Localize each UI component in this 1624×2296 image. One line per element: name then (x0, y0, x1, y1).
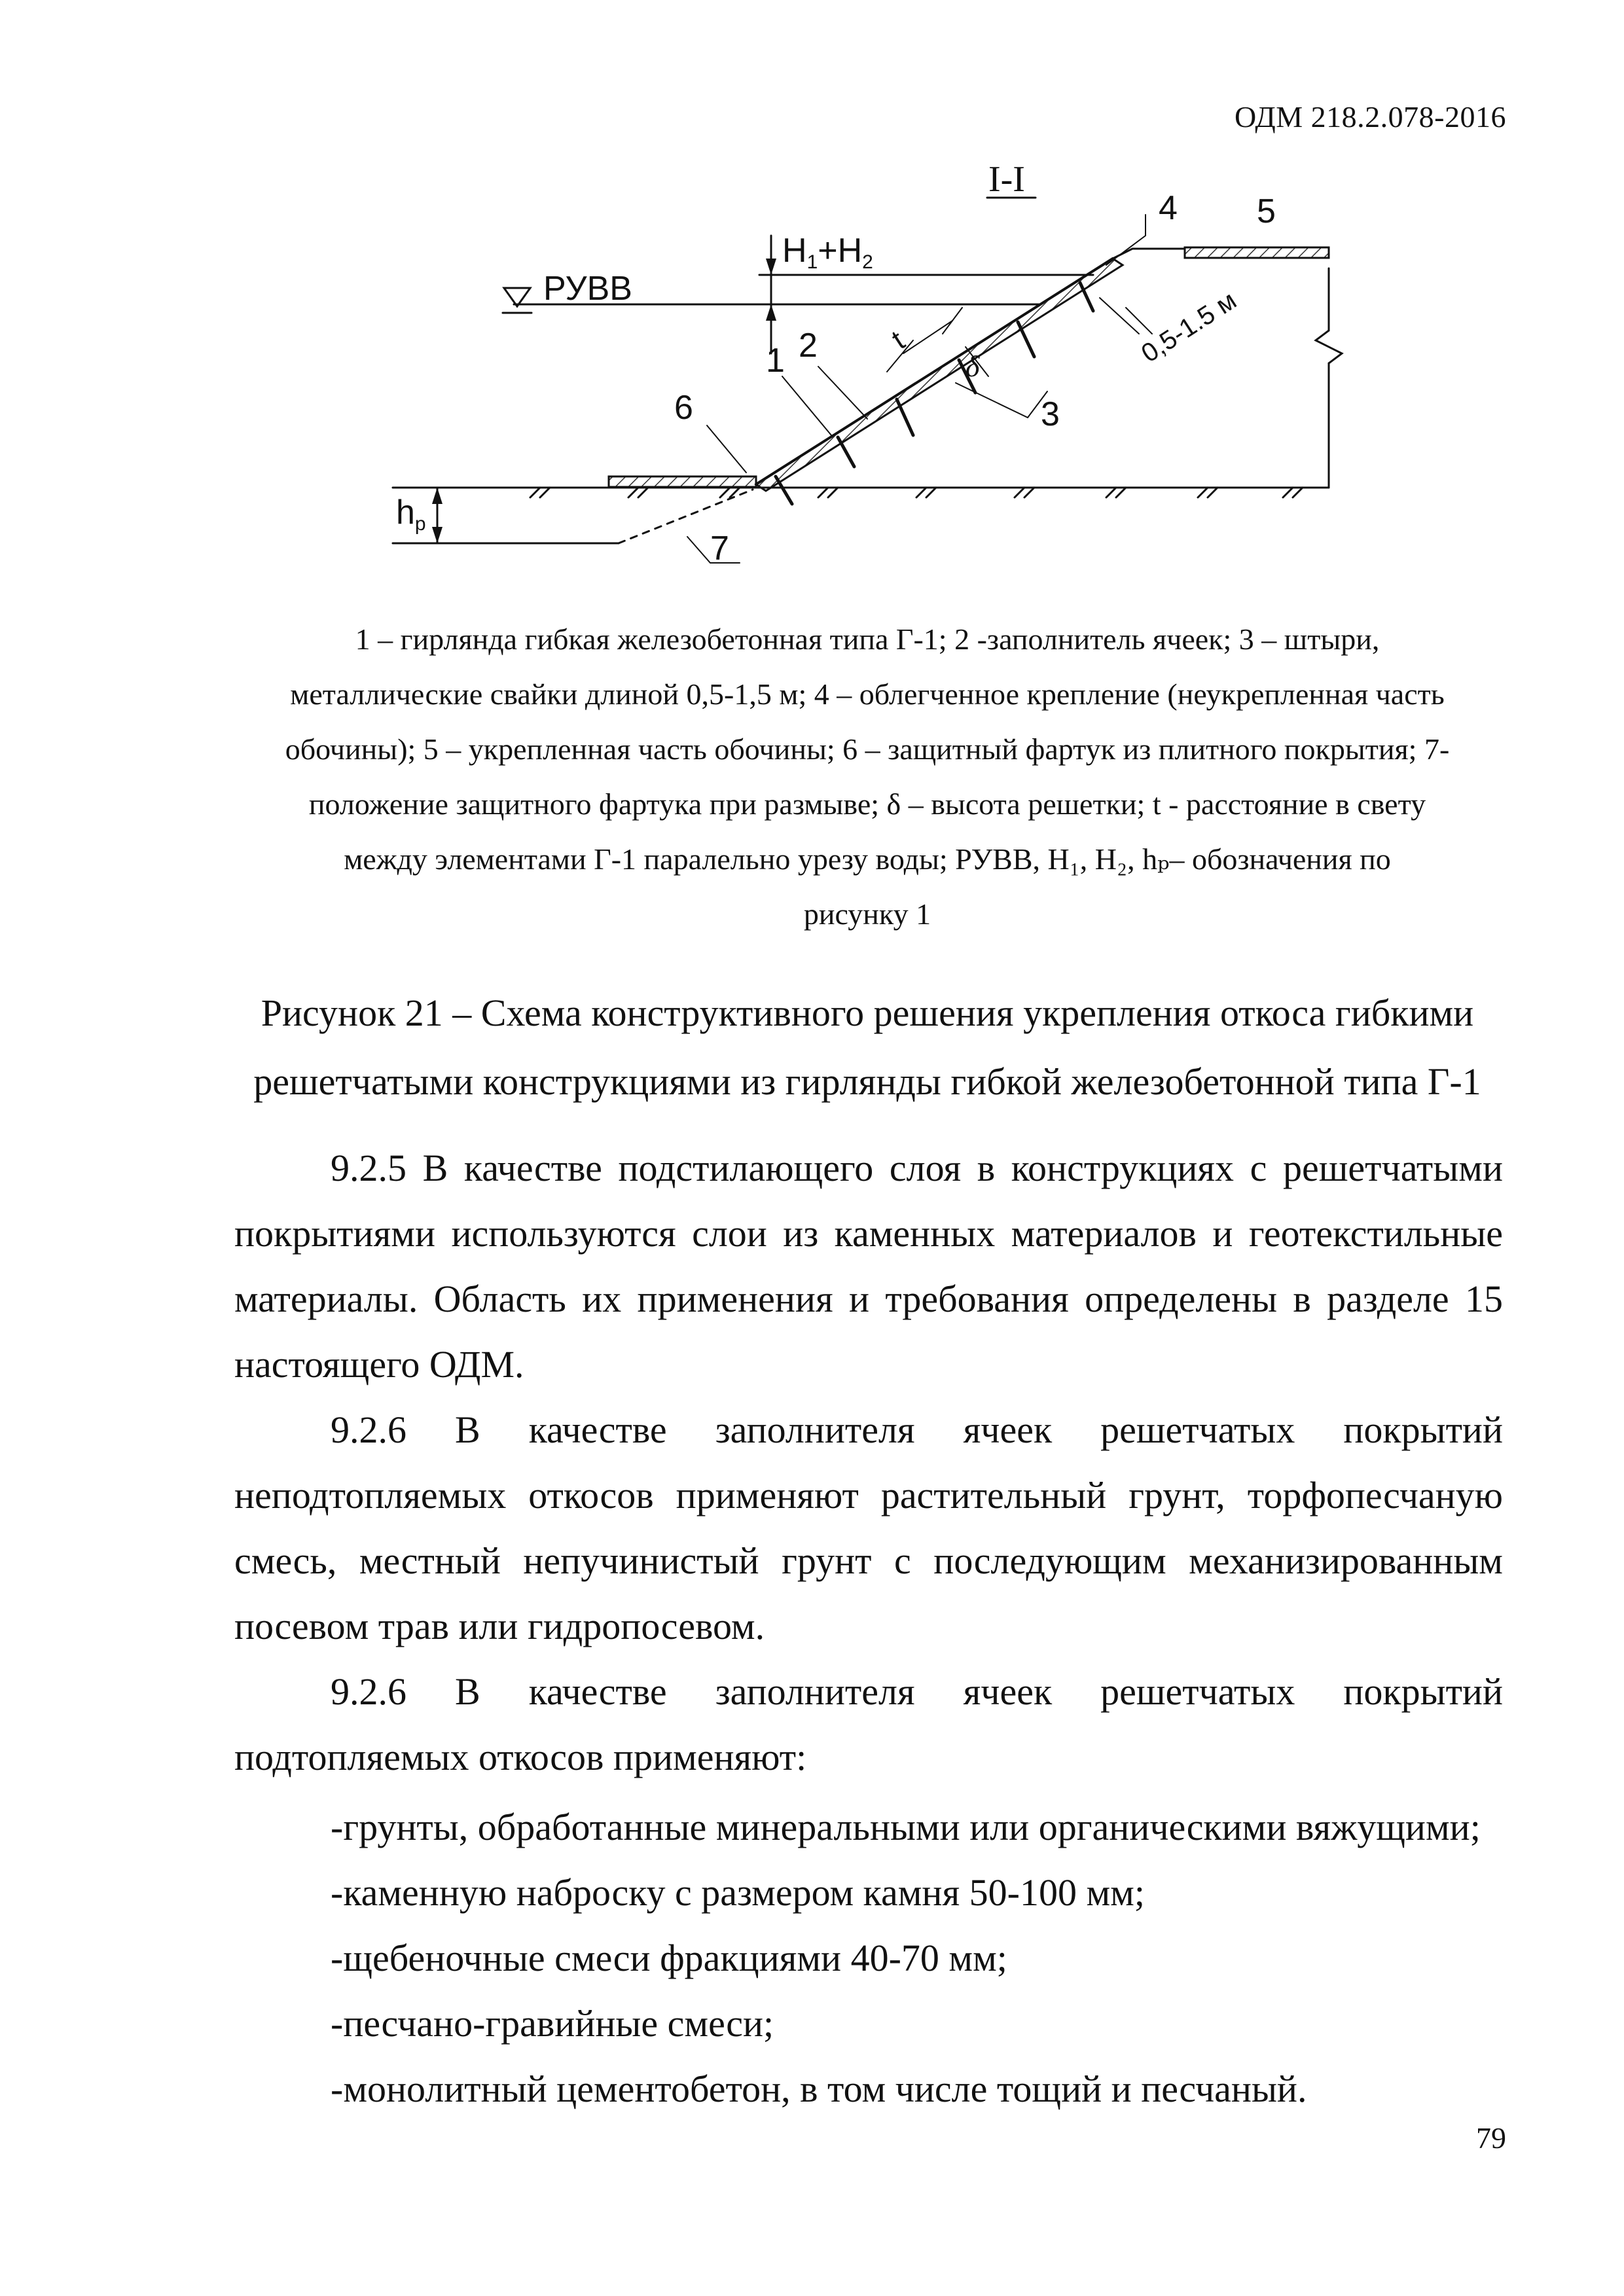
list-item: -песчано-гравийные смеси; (331, 2002, 774, 2045)
page-number: 79 (1476, 2121, 1506, 2155)
callout-1: 1 (766, 342, 785, 380)
protective-apron (609, 476, 756, 487)
figure-title-line-1: Рисунок 21 – Схема конструктивного решения укрепления откоса гибкими (261, 992, 1474, 1034)
callout-5: 5 (1257, 192, 1276, 230)
callout-4: 4 (1159, 189, 1178, 227)
garland-layer (756, 259, 1123, 491)
section-label: I-I (988, 159, 1025, 200)
paragraph-9-2-5 (234, 1136, 1503, 1397)
callout-7: 7 (710, 529, 729, 567)
paragraph-line: материалы. Область их применения и требования определены в разделе 15 (234, 1278, 1503, 1320)
figure-legend (229, 612, 1506, 942)
paragraph-line: посевом трав или гидропосевом. (234, 1605, 765, 1647)
shoulder-light (1113, 249, 1185, 259)
delta-label: δ (965, 350, 980, 383)
page-header-doc-code: ОДМ 218.2.078-2016 (1234, 100, 1506, 134)
paragraph-line: подтопляемых откосов применяют: (234, 1736, 807, 1778)
shoulder-reinforced (1185, 247, 1329, 258)
legend-line: металлические свайки длиной 0,5-1,5 м; 4 – облегченное крепление (неукрепленная часть (290, 677, 1445, 711)
paragraph-9-2-6-b (234, 1659, 1503, 1790)
h1-h2-label: H1+H2 (782, 232, 873, 273)
dimension-0.5-1.5m-label: 0,5-1.5 м (1136, 285, 1242, 368)
legend-line: обочины); 5 – укрепленная часть обочины; 6 – защитный фартук из плитного покрытия; 7- (285, 732, 1450, 766)
list-item: -грунты, обработанные минеральными или органическими вяжущими; (331, 1806, 1481, 1848)
paragraph-line: 9.2.5 В качестве подстилающего слоя в конструкциях с решетчатыми (331, 1147, 1503, 1189)
paragraph-line: 9.2.6 В качестве заполнителя ячеек решетчатых покрытий (331, 1408, 1503, 1451)
paragraph-9-2-6-a (234, 1397, 1503, 1659)
paragraph-line: покрытиями используются слои из каменных материалов и геотекстильные (234, 1212, 1503, 1255)
ground-hatching (530, 488, 1303, 497)
paragraph-line: неподтопляемых откосов применяют растительный грунт, торфопесчаную (234, 1474, 1503, 1516)
hp-label: hp (396, 493, 426, 535)
legend-line: положение защитного фартука при размыве; δ – высота решетки; t - расстояние в свету (308, 787, 1426, 821)
legend-line: рисунку 1 (803, 897, 931, 931)
paragraph-line: смесь, местный непучинистый грунт с последующим механизированным (234, 1539, 1503, 1582)
figure-title (216, 978, 1519, 1116)
callout-2: 2 (799, 327, 818, 365)
list-item: -каменную наброску с размером камня 50-100 мм; (331, 1871, 1145, 1914)
list-item: -монолитный цементобетон, в том числе тощий и песчаный. (331, 2068, 1307, 2110)
slope-diagram (0, 0, 1624, 589)
callout-3: 3 (1041, 395, 1060, 433)
paragraph-line: 9.2.6 В качестве заполнителя ячеек решетчатых покрытий (331, 1670, 1503, 1713)
legend-line: 1 – гирлянда гибкая железобетонная типа Г-1; 2 -заполнитель ячеек; 3 – штыри, (355, 622, 1380, 656)
figure-title-line-2: решетчатыми конструкциями из гирлянды гибкой железобетонной типа Г-1 (253, 1060, 1481, 1103)
list-item: -щебеночные смеси фракциями 40-70 мм; (331, 1937, 1007, 1979)
legend-line: между элементами Г-1 паралельно урезу воды; РУВВ, H₁, H₂, hₚ– обозначения по (344, 842, 1391, 876)
callout-6: 6 (674, 389, 693, 427)
paragraph-line: настоящего ОДМ. (234, 1343, 524, 1386)
t-label: t (886, 324, 911, 356)
water-level-label: РУВВ (543, 270, 632, 308)
